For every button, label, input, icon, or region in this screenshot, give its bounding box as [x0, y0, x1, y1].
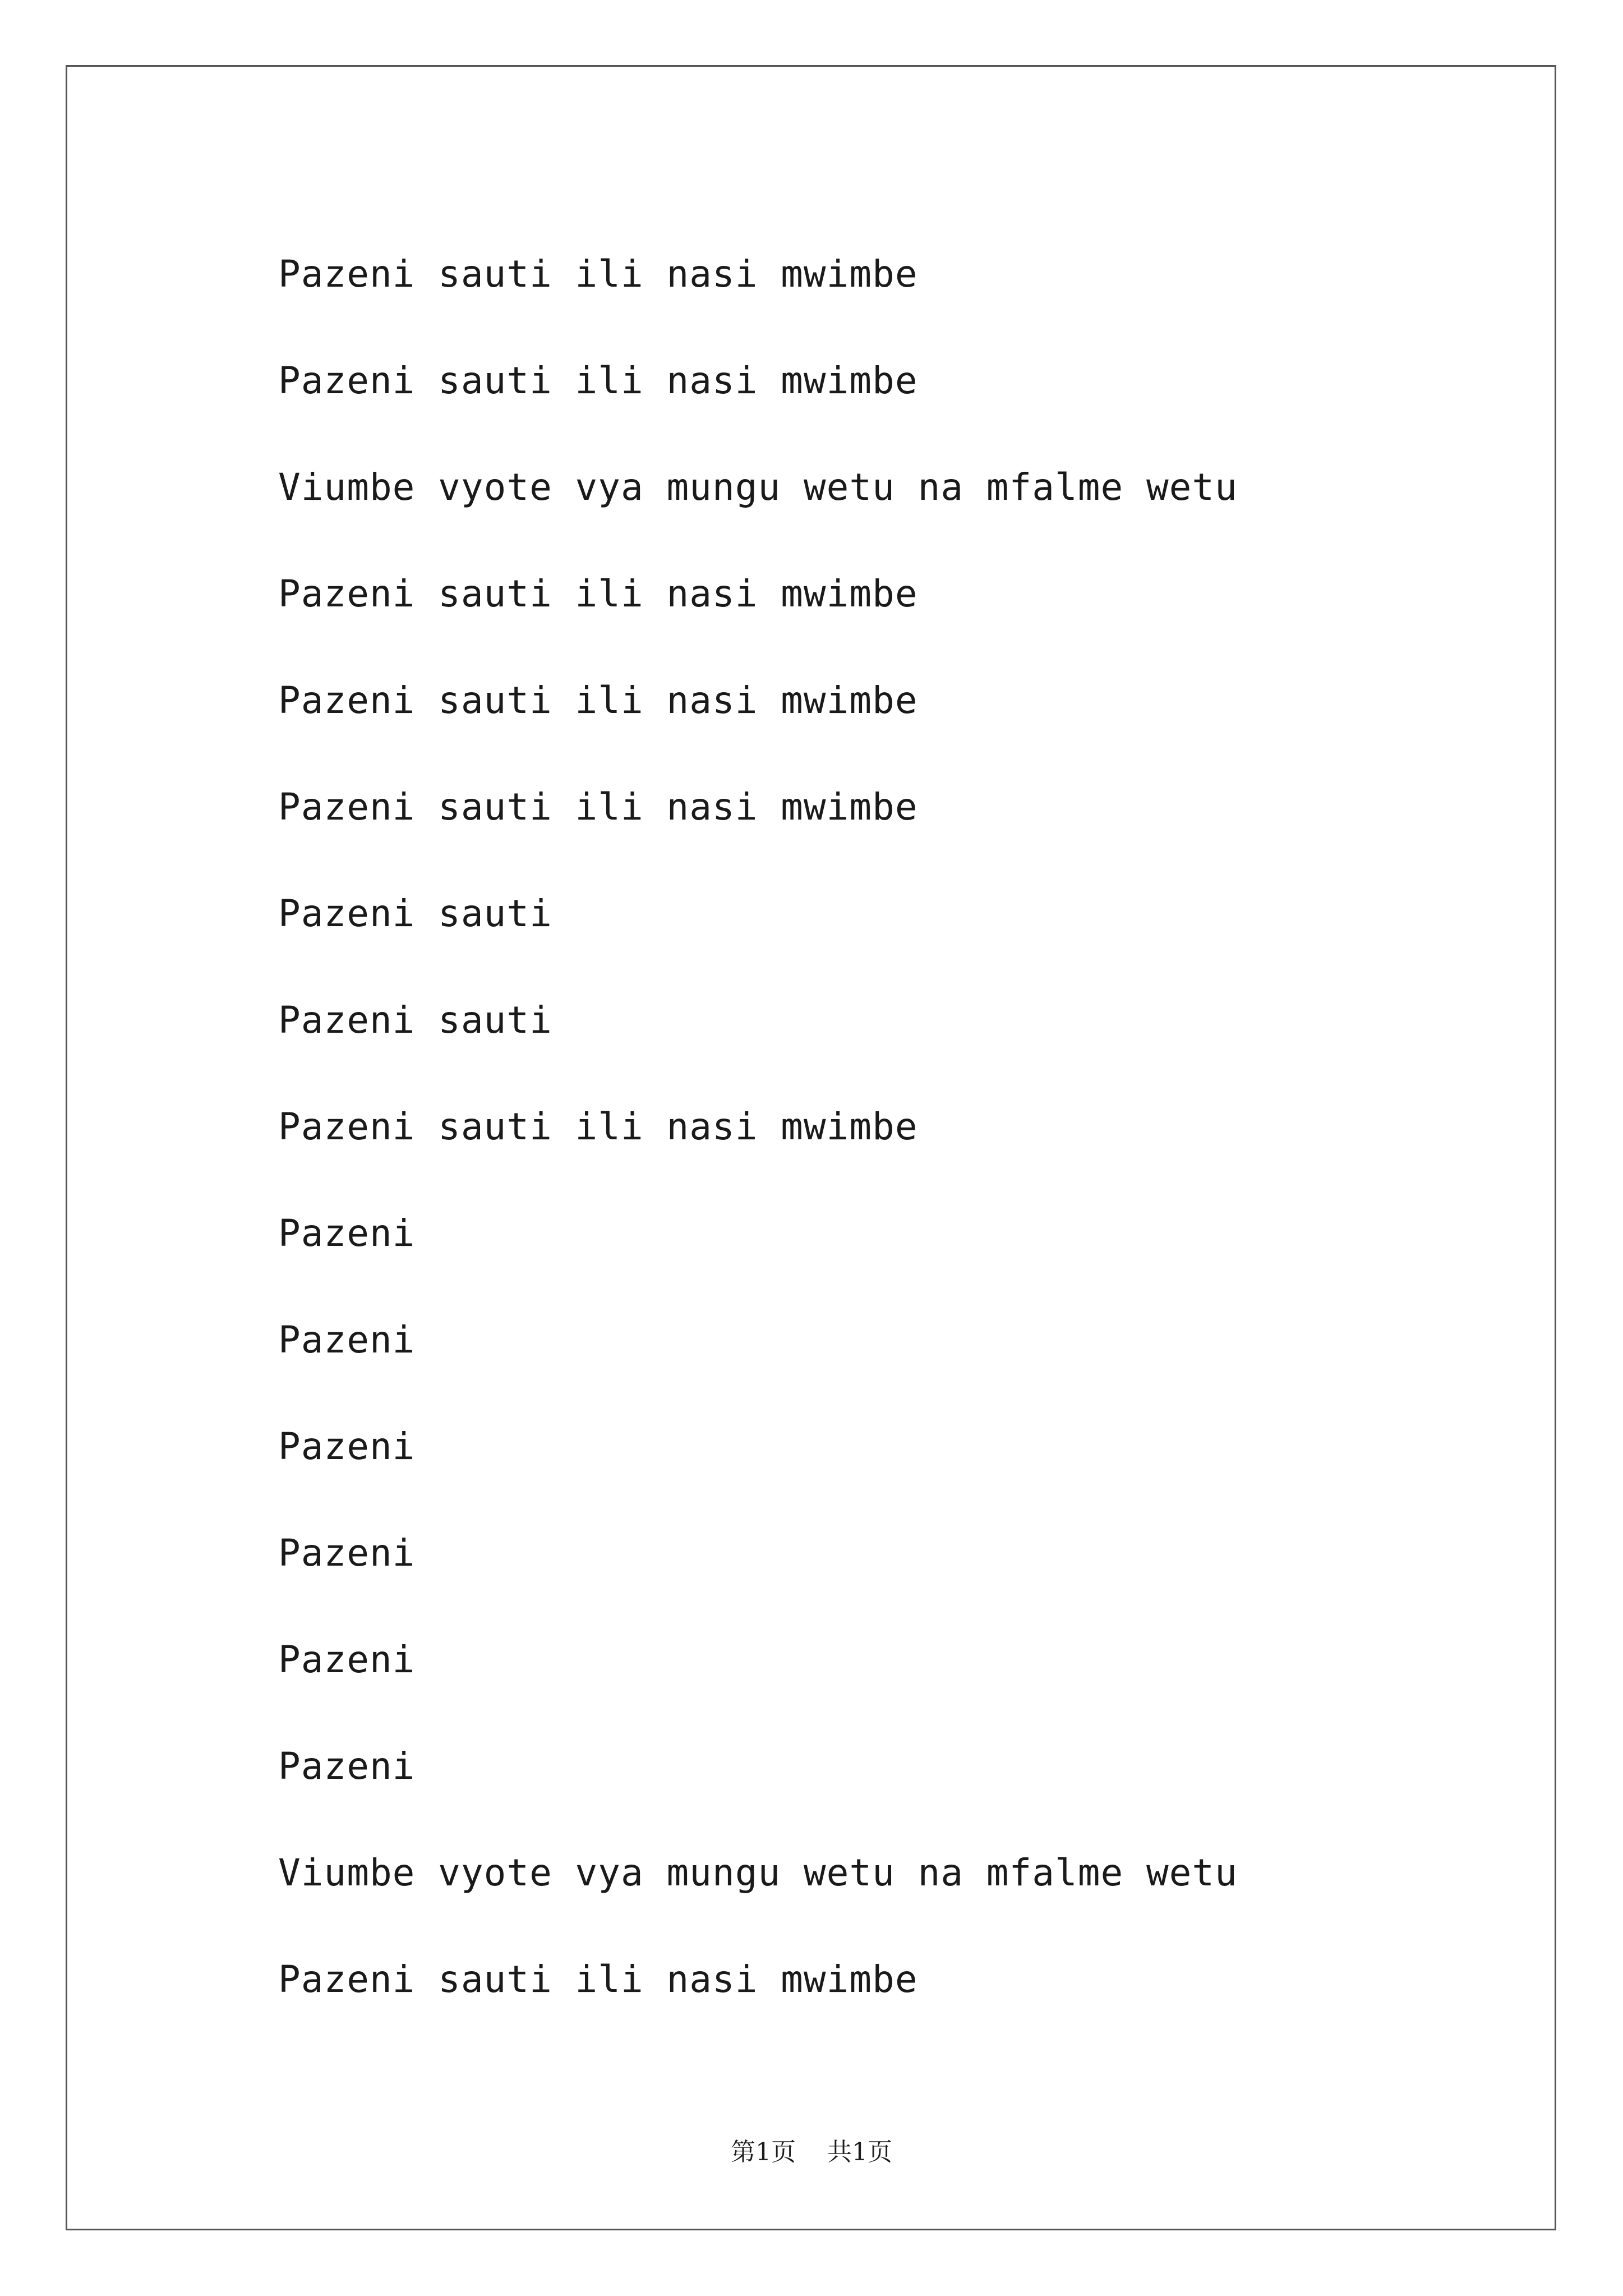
lyric-line: Pazeni [278, 1318, 416, 1361]
lyric-line: Pazeni sauti [278, 999, 552, 1042]
lyric-line: Pazeni sauti ili nasi mwimbe [278, 785, 918, 829]
lyric-line: Pazeni sauti [278, 892, 552, 935]
lyric-line: Pazeni sauti ili nasi mwimbe [278, 679, 918, 722]
lyric-line: Pazeni sauti ili nasi mwimbe [278, 1958, 918, 2001]
lyric-line: Pazeni [278, 1638, 416, 1681]
page-number: 第1页 [731, 2138, 796, 2166]
lyric-line: Pazeni sauti ili nasi mwimbe [278, 1105, 918, 1148]
lyric-line: Pazeni sauti ili nasi mwimbe [278, 359, 918, 402]
lyric-line: Pazeni [278, 1531, 416, 1575]
lyric-line: Pazeni [278, 1425, 416, 1468]
page-footer [0, 2132, 1623, 2168]
lyric-line: Viumbe vyote vya mungu wetu na mfalme wetu [278, 1851, 1238, 1894]
lyric-line: Pazeni sauti ili nasi mwimbe [278, 572, 918, 615]
lyric-line: Pazeni sauti ili nasi mwimbe [278, 252, 918, 296]
lyric-line: Viumbe vyote vya mungu wetu na mfalme wetu [278, 466, 1238, 509]
page-total: 共1页 [827, 2138, 892, 2166]
lyrics-body [278, 221, 1238, 2033]
lyric-line: Pazeni [278, 1745, 416, 1788]
lyric-line: Pazeni [278, 1212, 416, 1255]
